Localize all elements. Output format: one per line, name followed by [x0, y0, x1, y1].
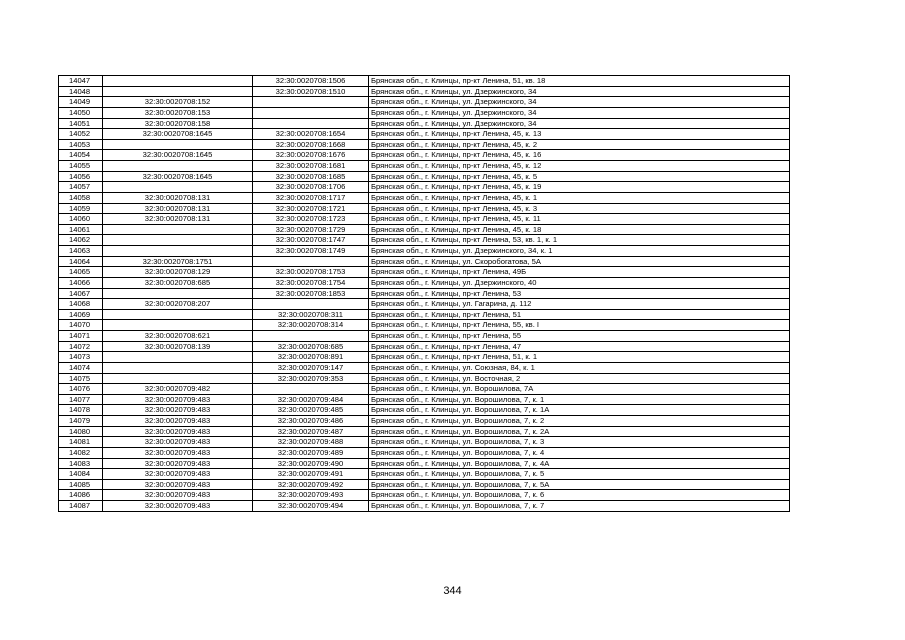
row-number-cell: 14051 [59, 118, 103, 129]
address-cell: Брянская обл., г. Клинцы, ул. Дзержинского, 34 [369, 107, 790, 118]
row-number-cell: 14080 [59, 426, 103, 437]
parent-cadastral-number-cell [103, 362, 253, 373]
table-row [59, 76, 790, 87]
row-number-cell: 14049 [59, 97, 103, 108]
row-number-cell: 14056 [59, 171, 103, 182]
cadastral-number-cell [253, 118, 369, 129]
parent-cadastral-number-cell: 32:30:0020708:685 [103, 277, 253, 288]
address-cell: Брянская обл., г. Клинцы, ул. Дзержинского, 34 [369, 97, 790, 108]
row-number-cell: 14078 [59, 405, 103, 416]
address-cell: Брянская обл., г. Клинцы, пр-кт Ленина, 45, к. 13 [369, 129, 790, 140]
row-number-cell: 14060 [59, 214, 103, 225]
address-cell: Брянская обл., г. Клинцы, ул. Ворошилова, 7, к. 5А [369, 479, 790, 490]
table-row [59, 479, 790, 490]
table-row [59, 267, 790, 278]
row-number-cell: 14061 [59, 224, 103, 235]
cadastral-number-cell: 32:30:0020708:1729 [253, 224, 369, 235]
parent-cadastral-number-cell [103, 320, 253, 331]
table-row [59, 214, 790, 225]
table-row [59, 224, 790, 235]
cadastral-number-cell: 32:30:0020708:1685 [253, 171, 369, 182]
address-cell: Брянская обл., г. Клинцы, ул. Ворошилова, 7, к. 2А [369, 426, 790, 437]
registry-table [58, 75, 790, 512]
parent-cadastral-number-cell: 32:30:0020709:483 [103, 447, 253, 458]
parent-cadastral-number-cell [103, 86, 253, 97]
parent-cadastral-number-cell: 32:30:0020708:1751 [103, 256, 253, 267]
parent-cadastral-number-cell: 32:30:0020708:158 [103, 118, 253, 129]
row-number-cell: 14086 [59, 490, 103, 501]
table-row [59, 161, 790, 172]
table-row [59, 437, 790, 448]
cadastral-number-cell: 32:30:0020709:493 [253, 490, 369, 501]
table-row [59, 277, 790, 288]
parent-cadastral-number-cell [103, 224, 253, 235]
row-number-cell: 14069 [59, 309, 103, 320]
row-number-cell: 14067 [59, 288, 103, 299]
table-row [59, 469, 790, 480]
parent-cadastral-number-cell [103, 309, 253, 320]
address-cell: Брянская обл., г. Клинцы, пр-кт Ленина, 51 [369, 309, 790, 320]
cadastral-number-cell: 32:30:0020708:1676 [253, 150, 369, 161]
address-cell: Брянская обл., г. Клинцы, ул. Ворошилова, 7, к. 7 [369, 501, 790, 512]
address-cell: Брянская обл., г. Клинцы, пр-кт Ленина, 55, кв. I [369, 320, 790, 331]
table-row [59, 182, 790, 193]
table-row [59, 107, 790, 118]
cadastral-number-cell: 32:30:0020708:314 [253, 320, 369, 331]
table-row [59, 426, 790, 437]
address-cell: Брянская обл., г. Клинцы, пр-кт Ленина, 53 [369, 288, 790, 299]
cadastral-number-cell [253, 256, 369, 267]
parent-cadastral-number-cell [103, 288, 253, 299]
row-number-cell: 14070 [59, 320, 103, 331]
row-number-cell: 14062 [59, 235, 103, 246]
parent-cadastral-number-cell: 32:30:0020709:483 [103, 479, 253, 490]
parent-cadastral-number-cell: 32:30:0020709:483 [103, 437, 253, 448]
parent-cadastral-number-cell: 32:30:0020708:131 [103, 192, 253, 203]
parent-cadastral-number-cell [103, 161, 253, 172]
table-row [59, 97, 790, 108]
parent-cadastral-number-cell [103, 182, 253, 193]
address-cell: Брянская обл., г. Клинцы, ул. Дзержинского, 34 [369, 86, 790, 97]
address-cell: Брянская обл., г. Клинцы, пр-кт Ленина, 45, к. 11 [369, 214, 790, 225]
parent-cadastral-number-cell: 32:30:0020709:483 [103, 405, 253, 416]
row-number-cell: 14077 [59, 394, 103, 405]
table-row [59, 373, 790, 384]
parent-cadastral-number-cell [103, 139, 253, 150]
address-cell: Брянская обл., г. Клинцы, ул. Ворошилова, 7, к. 2 [369, 416, 790, 427]
parent-cadastral-number-cell: 32:30:0020709:483 [103, 426, 253, 437]
address-cell: Брянская обл., г. Клинцы, пр-кт Ленина, 51, к. 1 [369, 352, 790, 363]
address-cell: Брянская обл., г. Клинцы, пр-кт Ленина, 49Б [369, 267, 790, 278]
address-cell: Брянская обл., г. Клинцы, пр-кт Ленина, 45, к. 19 [369, 182, 790, 193]
parent-cadastral-number-cell: 32:30:0020708:131 [103, 203, 253, 214]
cadastral-number-cell: 32:30:0020708:685 [253, 341, 369, 352]
parent-cadastral-number-cell: 32:30:0020708:152 [103, 97, 253, 108]
address-cell: Брянская обл., г. Клинцы, ул. Ворошилова, 7, к. 3 [369, 437, 790, 448]
table-row [59, 150, 790, 161]
cadastral-number-cell: 32:30:0020708:1754 [253, 277, 369, 288]
cadastral-number-cell: 32:30:0020708:1681 [253, 161, 369, 172]
row-number-cell: 14072 [59, 341, 103, 352]
table-row [59, 299, 790, 310]
address-cell: Брянская обл., г. Клинцы, ул. Ворошилова, 7, к. 5 [369, 469, 790, 480]
table-row [59, 352, 790, 363]
row-number-cell: 14066 [59, 277, 103, 288]
table-row [59, 86, 790, 97]
cadastral-number-cell [253, 384, 369, 395]
address-cell: Брянская обл., г. Клинцы, пр-кт Ленина, 45, к. 2 [369, 139, 790, 150]
table-row [59, 256, 790, 267]
table-row [59, 458, 790, 469]
table-row [59, 384, 790, 395]
table-row [59, 246, 790, 257]
cadastral-number-cell: 32:30:0020709:484 [253, 394, 369, 405]
address-cell: Брянская обл., г. Клинцы, ул. Дзержинского, 40 [369, 277, 790, 288]
cadastral-number-cell: 32:30:0020708:1749 [253, 246, 369, 257]
cadastral-number-cell: 32:30:0020708:891 [253, 352, 369, 363]
address-cell: Брянская обл., г. Клинцы, ул. Дзержинского, 34, к. 1 [369, 246, 790, 257]
parent-cadastral-number-cell [103, 246, 253, 257]
address-cell: Брянская обл., г. Клинцы, пр-кт Ленина, 45, к. 3 [369, 203, 790, 214]
row-number-cell: 14055 [59, 161, 103, 172]
parent-cadastral-number-cell: 32:30:0020709:483 [103, 394, 253, 405]
row-number-cell: 14050 [59, 107, 103, 118]
parent-cadastral-number-cell [103, 76, 253, 87]
parent-cadastral-number-cell: 32:30:0020708:129 [103, 267, 253, 278]
cadastral-number-cell: 32:30:0020709:492 [253, 479, 369, 490]
parent-cadastral-number-cell: 32:30:0020709:483 [103, 416, 253, 427]
row-number-cell: 14075 [59, 373, 103, 384]
address-cell: Брянская обл., г. Клинцы, ул. Скоробогатова, 5А [369, 256, 790, 267]
table-row [59, 203, 790, 214]
parent-cadastral-number-cell: 32:30:0020708:207 [103, 299, 253, 310]
address-cell: Брянская обл., г. Клинцы, ул. Гагарина, д. 112 [369, 299, 790, 310]
table-row [59, 129, 790, 140]
table-row [59, 447, 790, 458]
table-row [59, 309, 790, 320]
cadastral-number-cell: 32:30:0020709:485 [253, 405, 369, 416]
row-number-cell: 14052 [59, 129, 103, 140]
cadastral-number-cell: 32:30:0020708:1706 [253, 182, 369, 193]
row-number-cell: 14079 [59, 416, 103, 427]
cadastral-number-cell [253, 107, 369, 118]
address-cell: Брянская обл., г. Клинцы, пр-кт Ленина, 45, к. 16 [369, 150, 790, 161]
cadastral-number-cell [253, 299, 369, 310]
cadastral-number-cell [253, 331, 369, 342]
row-number-cell: 14064 [59, 256, 103, 267]
cadastral-number-cell: 32:30:0020708:1723 [253, 214, 369, 225]
table-row [59, 118, 790, 129]
row-number-cell: 14059 [59, 203, 103, 214]
cadastral-number-cell: 32:30:0020708:1747 [253, 235, 369, 246]
cadastral-number-cell: 32:30:0020709:487 [253, 426, 369, 437]
parent-cadastral-number-cell [103, 352, 253, 363]
table-row [59, 331, 790, 342]
row-number-cell: 14076 [59, 384, 103, 395]
cadastral-number-cell: 32:30:0020708:1510 [253, 86, 369, 97]
cadastral-number-cell: 32:30:0020708:1853 [253, 288, 369, 299]
parent-cadastral-number-cell: 32:30:0020709:483 [103, 469, 253, 480]
address-cell: Брянская обл., г. Клинцы, пр-кт Ленина, 45, к. 12 [369, 161, 790, 172]
table-row [59, 288, 790, 299]
parent-cadastral-number-cell [103, 373, 253, 384]
address-cell: Брянская обл., г. Клинцы, пр-кт Ленина, 45, к. 1 [369, 192, 790, 203]
address-cell: Брянская обл., г. Клинцы, ул. Ворошилова, 7, к. 6 [369, 490, 790, 501]
cadastral-number-cell: 32:30:0020709:488 [253, 437, 369, 448]
row-number-cell: 14074 [59, 362, 103, 373]
table-row [59, 341, 790, 352]
row-number-cell: 14081 [59, 437, 103, 448]
address-cell: Брянская обл., г. Клинцы, ул. Союзная, 84, к. 1 [369, 362, 790, 373]
table-row [59, 235, 790, 246]
table-row [59, 192, 790, 203]
parent-cadastral-number-cell: 32:30:0020708:621 [103, 331, 253, 342]
page-number: 344 [443, 585, 462, 597]
address-cell: Брянская обл., г. Клинцы, ул. Ворошилова, 7, к. 4 [369, 447, 790, 458]
parent-cadastral-number-cell [103, 235, 253, 246]
row-number-cell: 14085 [59, 479, 103, 490]
row-number-cell: 14048 [59, 86, 103, 97]
cadastral-number-cell: 32:30:0020708:1506 [253, 76, 369, 87]
address-cell: Брянская обл., г. Клинцы, ул. Восточная, 2 [369, 373, 790, 384]
table-row [59, 501, 790, 512]
cadastral-number-cell: 32:30:0020708:1721 [253, 203, 369, 214]
table-row [59, 171, 790, 182]
parent-cadastral-number-cell: 32:30:0020708:131 [103, 214, 253, 225]
row-number-cell: 14082 [59, 447, 103, 458]
parent-cadastral-number-cell: 32:30:0020709:483 [103, 501, 253, 512]
address-cell: Брянская обл., г. Клинцы, ул. Ворошилова, 7А [369, 384, 790, 395]
cadastral-number-cell: 32:30:0020709:489 [253, 447, 369, 458]
row-number-cell: 14053 [59, 139, 103, 150]
cadastral-number-cell: 32:30:0020708:311 [253, 309, 369, 320]
cadastral-number-cell: 32:30:0020708:1753 [253, 267, 369, 278]
parent-cadastral-number-cell: 32:30:0020708:1645 [103, 171, 253, 182]
row-number-cell: 14047 [59, 76, 103, 87]
cadastral-number-cell: 32:30:0020709:486 [253, 416, 369, 427]
cadastral-number-cell: 32:30:0020708:1654 [253, 129, 369, 140]
row-number-cell: 14054 [59, 150, 103, 161]
parent-cadastral-number-cell: 32:30:0020708:153 [103, 107, 253, 118]
row-number-cell: 14063 [59, 246, 103, 257]
parent-cadastral-number-cell: 32:30:0020708:1645 [103, 150, 253, 161]
parent-cadastral-number-cell: 32:30:0020708:1645 [103, 129, 253, 140]
row-number-cell: 14073 [59, 352, 103, 363]
address-cell: Брянская обл., г. Клинцы, ул. Ворошилова, 7, к. 4А [369, 458, 790, 469]
address-cell: Брянская обл., г. Клинцы, пр-кт Ленина, 47 [369, 341, 790, 352]
parent-cadastral-number-cell: 32:30:0020709:482 [103, 384, 253, 395]
table-row [59, 139, 790, 150]
parent-cadastral-number-cell: 32:30:0020709:483 [103, 490, 253, 501]
address-cell: Брянская обл., г. Клинцы, ул. Ворошилова, 7, к. 1 [369, 394, 790, 405]
parent-cadastral-number-cell: 32:30:0020709:483 [103, 458, 253, 469]
row-number-cell: 14071 [59, 331, 103, 342]
row-number-cell: 14068 [59, 299, 103, 310]
address-cell: Брянская обл., г. Клинцы, ул. Ворошилова, 7, к. 1А [369, 405, 790, 416]
cadastral-number-cell: 32:30:0020709:147 [253, 362, 369, 373]
address-cell: Брянская обл., г. Клинцы, ул. Дзержинского, 34 [369, 118, 790, 129]
cadastral-number-cell: 32:30:0020708:1717 [253, 192, 369, 203]
address-cell: Брянская обл., г. Клинцы, пр-кт Ленина, 45, к. 18 [369, 224, 790, 235]
cadastral-number-cell: 32:30:0020709:494 [253, 501, 369, 512]
table-row [59, 405, 790, 416]
table-row [59, 416, 790, 427]
row-number-cell: 14065 [59, 267, 103, 278]
cadastral-number-cell [253, 97, 369, 108]
address-cell: Брянская обл., г. Клинцы, пр-кт Ленина, 51, кв. 18 [369, 76, 790, 87]
row-number-cell: 14083 [59, 458, 103, 469]
table-row [59, 394, 790, 405]
cadastral-number-cell: 32:30:0020709:353 [253, 373, 369, 384]
address-cell: Брянская обл., г. Клинцы, пр-кт Ленина, 45, к. 5 [369, 171, 790, 182]
table-row [59, 490, 790, 501]
address-cell: Брянская обл., г. Клинцы, пр-кт Ленина, 53, кв. 1, к. 1 [369, 235, 790, 246]
table-row [59, 320, 790, 331]
row-number-cell: 14084 [59, 469, 103, 480]
table-row [59, 362, 790, 373]
cadastral-number-cell: 32:30:0020708:1668 [253, 139, 369, 150]
cadastral-number-cell: 32:30:0020709:490 [253, 458, 369, 469]
cadastral-number-cell: 32:30:0020709:491 [253, 469, 369, 480]
parent-cadastral-number-cell: 32:30:0020708:139 [103, 341, 253, 352]
row-number-cell: 14087 [59, 501, 103, 512]
address-cell: Брянская обл., г. Клинцы, пр-кт Ленина, 55 [369, 331, 790, 342]
row-number-cell: 14057 [59, 182, 103, 193]
row-number-cell: 14058 [59, 192, 103, 203]
registry-table-body [59, 76, 790, 512]
